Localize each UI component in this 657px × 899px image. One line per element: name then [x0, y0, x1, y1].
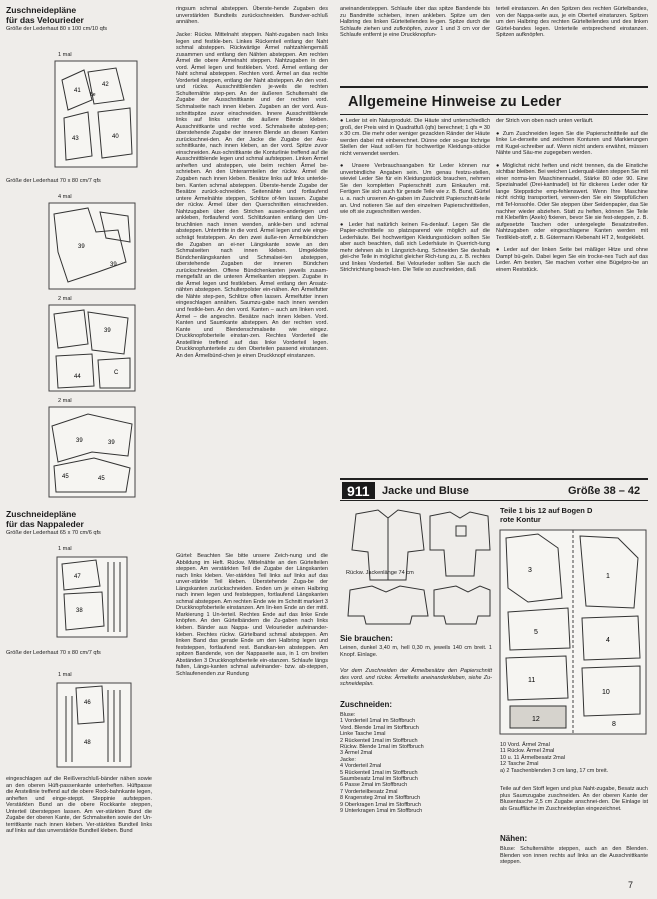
- needs-heading: Sie brauchen:: [340, 634, 393, 643]
- svg-text:48: 48: [84, 740, 91, 746]
- hints-top-rule: [340, 86, 648, 88]
- plan-4-label: 2 mal: [58, 398, 72, 404]
- hints-title: Allgemeine Hinweise zu Leder: [348, 94, 562, 110]
- svg-text:12: 12: [532, 716, 540, 723]
- hint-p1: ● Leder ist ein Naturprodukt. Die Häute sind unterschiedlich groß, der Preis wird in Quadratfuß (qfs) berechnet; 1 qfs = 30 x 30 cm. Die mehr oder weniger gezackten Ränder der Häute werden dabei mit einberechnet. Dünne oder so-gar löchrige Stellen der Haut soll-ten für hochwertige Kleidungs-stücke nicht verwendet werden.: [340, 118, 490, 157]
- plan-6-label: 1 mal: [58, 672, 72, 678]
- svg-text:39: 39: [78, 244, 85, 250]
- cutting-line: 10 u. 11 Ärmelbesatz 2mal: [500, 754, 566, 761]
- cutting-line: 5 Rückenteil 1mal im Stoffbruch: [340, 769, 418, 776]
- jacket-instructions: Jacke: Rückw. Mittelnaht steppen. Naht-zugaben nach links legen und festkle-ben. Linkes Rückenteil entlang der Naht schmal absteppen. Rückwärtige Ärmel nahtzahlengemäß zusammen und entlang den Nähten absteppen. Am rechten Ärmel die obere Ärmelnaht steppen. Nahtzugaben in den vord. Ärmel legen und festkleben. Vord. Ärmel entlang der Naht schmal absteppen. Rechten vord. Ärmel an das rechte Vorderteil steppen, entlang der Naht absteppen. An den vord. und rückw. Ausschnittblenden je-weils die rechten Schulternähte step-pen. An der äußeren Schulternaht die Zugabe der Ausschnittkante und der rechten vord. Schmalseite nach innen kleben. Zugaben an der vord. Aus-schnittspitze zuvor einschneiden. Innere Ausschnittblende links auf links unter die äußere Blende kleben. Ausschnittkante und rechte vord. Schmalseite abstep-pen; überstehende Zugabe der inneren Blende an diesen Kanten zurückschnei-den. An der Jacke die Zugabe der Aus-schnittkante, nach innen kleben, an der vord. Spitze zuvor einschneiden. Aus-schnittkante die Konturlinie treffend auf die Ausschnittblende legen und schmal aufsteppen. Linken Ärmel anheften und absteppen, wie beim rechten Ärmel be-schrieben. An den Unterarmteilen der rückw. Ärmel die Zugaben nach innen kleben. Besätze links auf links unterkle-ben. Kanten schmal absteppen. Überste-hende Zugabe der Besätze zurück-schneiden. Seitennähte und fortlaufend untere Ärmelnähte steppen, Schlitze of-fen lassen. Zugabe der rückw. Ärmel über den Querschnitten einschneiden. Nahtzugaben über den Strichen ausein-anderlegen und ankleben, fortlaufend vord. Schlitzkanten entlang den Um-bruchlinien nach innen wenden, ankle-ben und schmal absteppen. Untertritte in die vord. Ärmel legen und wie einge-schrägt feststeppen. An den zwei äuße-ren Ärmelbündchen die Zugaben an ei-ner Längskante sowie an den Schmalseiten nach innen kleben. Umgeklebte Bündchenlängskanten und Schmalsei-ten absteppen, überstehende Zugaben der inneren Bündchen zurückschneiden. Offene Bündchenkanten jeweils zusam-mengefaßt an die unteren Ärmelkanten steppen. Zugabe in die Ärmel legen und festkleben. Ärmel entlang den Ansatz-nähten absteppen. Schulterpolster ein-nähen. Am Ärmelfutter die Nähte step-pen, Schlitze offen lassen. Ärmelfutter innen eingeschlagen annähen. Saumzu-gabe nach innen wenden und festkle-ben. An den vord. Kanten – auch am linken vord. Ärmel – die angeschn. Besätze nach innen kleben. Vord. Kanten und Saumkante absteppen. An der rechten vord. Kante und Blendenschmalseite wie eingez. Druckknopfoberteile einstan-zen. Rechtes Vorderteil die Ansteillinie treffend auf das linke Vorderteil legen. Druckknopfunterteile zu den Oberteilen passend einstanzen. An den Ärmelbünd-chen je einen Druckknopf einstanzen.: [176, 32, 328, 359]
- cutting-note: Teile auf den Stoff legen und plus Naht-zugabe, Besatz auch plus Saumzugabe zuschneiden. An der oberen Kante der Blusentasche 2,5 cm Zugabe anschnei-den. Die Einlage ist als Grauffläche im Zuschneideplan eingezeichnet.: [500, 786, 648, 812]
- cutting-line: 10 Vord. Ärmel 2mal: [500, 742, 550, 748]
- nappa-plans-title: Zuschneidepläne für das Nappaleder: [6, 509, 84, 529]
- cutting-line: Rückw. Blende 1mal im Stoffbruch: [340, 744, 424, 751]
- svg-text:10: 10: [602, 689, 610, 696]
- svg-text:42: 42: [102, 82, 109, 88]
- svg-text:43: 43: [72, 136, 79, 142]
- cutting-plan-4: [48, 406, 136, 498]
- cutting-plan-2: [48, 202, 136, 290]
- svg-text:45: 45: [62, 474, 69, 480]
- cutting-line: 9 Unterkragen 1mal im Stoffbruch: [340, 808, 423, 815]
- svg-text:39: 39: [108, 440, 115, 446]
- cutting-line: 8 Kragensteg 2mal im Stoffbruch: [340, 795, 420, 802]
- svg-text:1: 1: [606, 573, 610, 580]
- cutting-line: Saumbesatz 1mal im Stoffbruch: [340, 776, 418, 783]
- left-bottom-text: eingeschlagen auf die Reißverschluß-bänder nähen sowie an den oberen Hüft-passenkante unterheften. Hüftpasse die Ansteilinie treffend auf die obere Rock-bahnkante legen, anheften und einge-steppt. Steppinie aufsteppen. Verstärkten Bund an die obere Rockkante steppen, Unterteil übersteppen lassen. Am ver-stärkten Bund die Zugabe der oberen Kante, der Schmalseiten sowie der Un-territtkante nach innen kleben. Ver-stärktes Bundteil links auf links auf das unverstärkte Bundteil kleben. Bund: [6, 776, 152, 835]
- cutting-line: Jacke:: [340, 756, 356, 763]
- svg-text:39: 39: [110, 262, 117, 268]
- model-bottom-rule: [340, 500, 648, 501]
- cutting-line: 6 Passe 2mal im Stoffbruch: [340, 782, 408, 789]
- model-number: 911: [342, 482, 375, 499]
- cutting-line: 9 Oberkragen 1mal im Stoffbruch: [340, 801, 421, 808]
- model-name: Jacke und Bluse: [382, 485, 469, 497]
- svg-text:11: 11: [528, 677, 536, 684]
- plan-3-label: 2 mal: [58, 296, 72, 302]
- svg-text:40: 40: [112, 134, 119, 140]
- hints-col-right: [496, 118, 648, 279]
- right-top-text: aneinandersteppen. Schlaufe über das spitze Bandende bis zu Bandmitte schieben, innen ankleben. Spitze um den Halbring des linken Gürteiteilendes le-gen. Spitze durch die Schlaufe ziehen und zufknöpfen, zuvor 1 und 3 cm vor der Schlaufe entfernt je eine Druckknopfun-: [340, 6, 490, 39]
- model-top-rule: [340, 478, 648, 480]
- model-size: Größe 38 – 42: [568, 485, 641, 497]
- velour-size-2: Größe der Lederhaut 70 x 80 cm/7 qfs: [6, 178, 101, 184]
- svg-text:3: 3: [528, 567, 532, 574]
- hint-p2: ● Unsere Verbrauchsangaben für Leder können nur unverbindliche Angaben sein. Um genau festzu-stellen, wieviel Leder Sie für ein Kleidungsstück brauchen, nehmen Sie den kompletten Papierschnitt zum Einkaufen mit. Fertigen Sie sich auch für gerade Teile wie z. B. Bund, Gürtel u. a. nach unseren An-gaben im Zuschnitt Papierschnitt-teile an. Und notieren Sie auf den einzelnen Papierschnittteilen, wie oft sie zugeschnitten werden.: [340, 163, 490, 216]
- svg-text:C: C: [114, 370, 119, 376]
- needs-note: Vor dem Zuschneiden der Ärmelbesätze den Papierschnitt des vord. und rückw. Ärmelteils aneinanderkleben, siehe Zu-schneideplan.: [340, 668, 492, 688]
- plan-2-label: 4 mal: [58, 194, 72, 200]
- cutting-line: 7 Vorderteilbesatz 2mal: [340, 788, 398, 795]
- cutting-line: Linke Tasche 1mal: [340, 731, 386, 738]
- svg-text:47: 47: [74, 574, 81, 580]
- cutting-line: 12 Tasche 2mal: [500, 761, 539, 768]
- back-length-note: Rückw. Jackenlänge 74 cm: [346, 570, 414, 576]
- hint-p4: der Strich von oben nach unten verläuft.: [496, 118, 594, 124]
- needs-text: Leinen, dunkel 3,40 m, hell 0,30 m, jeweils 140 cm breit. 1 Knopf. Einlage.: [340, 645, 492, 658]
- right-top-text-2: terteil einstanzen. An den Spitzen des rechten Gürtelbandes, von der Nappa-seite aus, je ein Oberteil einstanzen. Spitzen um den Halbring des rechten Gürtelteilendes und des linken Gürtel-bandes legen. Unterteile entsprechend einstanzen. Spitzen aufknöpfen.: [496, 6, 648, 39]
- hints-col-left: [340, 118, 490, 280]
- model-header: [342, 482, 375, 501]
- cutting-list-right: [500, 742, 648, 774]
- cutting-heading: Zuschneiden:: [340, 700, 393, 709]
- cutting-line: 3 Ärmel 2mal: [340, 750, 373, 757]
- nappa-size-2: Größe der Lederhaut 70 x 80 cm/7 qfs: [6, 650, 101, 656]
- hint-p5: ● Zum Zuschneiden legen Sie die Papierschnittteile auf die linke Le-derseite und zeichnen Konturen und Markierungen mit Kugel-schreiber auf. Wenn nicht anders erwähnt, müssen Nähte und Säu-me zugegeben werden.: [496, 130, 648, 157]
- cutting-line: Bluse:: [340, 712, 356, 718]
- cutting-line: 4 Vorderteil 2mal: [340, 763, 382, 770]
- cutting-plan-3: [48, 304, 136, 392]
- svg-text:39: 39: [104, 328, 111, 334]
- cutting-plan-6: [56, 682, 132, 768]
- plan-1-label: 1 mal: [58, 52, 72, 58]
- velour-plans-title: Zuschneidepläne für das Velourieder: [6, 5, 84, 25]
- sewing-text: Bluse: Schulternähte steppen, auch an den Blenden. Blenden von innen rechts auf links an die Ausschnittkante steppen.: [500, 846, 648, 866]
- cutting-plan-1: [54, 60, 138, 168]
- svg-text:46: 46: [84, 700, 91, 706]
- cutting-line: 1 Vorderteil 1mal im Stoffbruch: [340, 718, 416, 725]
- hint-p3: ● Leder hat natürlich keinen Fa-denlauf. Legen Sie die Papier-schnittteile so platzsparend wie möglich auf die Lederhäute. Bei hochwertigen Kleidungsstücken sollten Sie aber auch beachten, daß sich Lederhäute in Querrich-tung mehr dehnen als in Längsrich-tung. Schneiden Sie deshalb glei-che Teile in möglichst gleicher Rich-tung zu, z. B. rechtes und linkes Vorderteil. Bei Velourleder sollten Sie auch die Strichrichtung beach-ten. Die Teile so zuschneiden, daß: [340, 221, 490, 274]
- pattern-layout: [498, 528, 648, 736]
- svg-text:8: 8: [612, 721, 616, 728]
- cutting-line: Vord. Blende 1mal im Stoffbruch: [340, 724, 419, 731]
- svg-text:8e: 8e: [90, 92, 96, 98]
- svg-text:44: 44: [74, 374, 81, 380]
- nappa-size-1: Größe der Lederhaut 65 x 70 cm/6 qfs: [6, 530, 101, 536]
- svg-text:39: 39: [76, 438, 83, 444]
- sheet-info: Teile 1 bis 12 auf Bogen D rote Kontur: [500, 506, 593, 524]
- plan-5-label: 1 mal: [58, 546, 72, 552]
- svg-text:38: 38: [76, 608, 83, 614]
- svg-text:45: 45: [98, 476, 105, 482]
- hint-p7: ● Leder auf der linken Seite bei mäßiger Hitze und ohne Dampf bü-geln. Dabei legen Sie ein trocke-nes Tuch auf das Leder. Am besten, Sie machen vorher eine Bügelpro-be an einem Reststück.: [496, 247, 648, 273]
- svg-text:5: 5: [534, 629, 538, 636]
- cutting-line: a) 2 Taschenblenden 3 cm lang, 17 cm breit.: [500, 767, 609, 774]
- middle-top-text: ringsum schmal absteppen. Überste-hende Zugaben des unverstärkten Bundteils zurückschneiden. Bundver-schluß annähen.: [176, 6, 328, 26]
- cutting-line: 11 Rückw. Ärmel 2mal: [500, 748, 555, 755]
- sewing-heading: Nähen:: [500, 834, 528, 843]
- garment-sketches: [342, 506, 492, 626]
- cutting-line: 2 Rückenteil 1mal im Stoffbruch: [340, 737, 418, 744]
- cutting-plan-5: [56, 556, 128, 638]
- cutting-list: [340, 712, 492, 815]
- hint-p6: ● Möglichst nicht heften und nicht trennen, da die Einstiche sichtbar bleiben. Bei weichen Lederquali-täten steppen Sie mit einer norma-len Maschinennadel, Stärke 80 oder 90. Eine Spezialnadel (Drei-kantnadel) ist für dickeres Leder oder für lange Steppstiche emp-fehlenswert. Wenn Ihre Maschine nicht richtig transportiert, verwen-den Sie ein Steppfüßchen mit Tef-lonsohle. Oder Sie steppen über Seidenpapier, das Sie nachher wieder abziehen. Statt zu heften, können Sie Teile mit Klebefilm (Axelo) fixieren, bevor Sie sie fest-steppen, z. B. aufgesetzte Taschen oder untergelegte Besatzstreifen. Nahtzugaben oder eingeschlagene Kanten werden mit Textilkleb-stoff, z. B. Gütermann Klebenaht HT 2, festgeklebt.: [496, 162, 648, 241]
- svg-text:41: 41: [74, 88, 81, 94]
- belt-instructions: Gürtel: Beachten Sie bitte unsere Zeich-nung und die Abbildung im Heft. Rückw. Mittelnähte an den Gürtelteilen steppen. Am verstärkten Teil die Zugabe der Längskanten nach links kleben. Ver-stärktes Teil links auf links auf das unver-stärkte Teil kleben. Überstehende Zuga-be der Längskanten zurückschneiden. Enden um je einen Halbring nach innen legen und feststeppen, fortlaufend Längskanten schmal absteppen. Am rechten Ende wie im Schnitt markiert 3 Druckknopfoberteile einstanzen. Am lin-ken Ende an der mittl. Markierung 1 Un-terteil. Rechtes Ende auf das linke Ende knöpfen. An den Gürtelbändern die Zu-gaben nach links kleben. Bänder aus Nappa- und Velourieder aufeinander-kleben. Rechtes rückw. Gürtelband schmal absteppen. Am linken Band das gerade Ende um den Halbring legen und feststeppen, fortlaufend rest. Bandkan-ten absteppen. Am spitzen Bandende, von der Nappaseite aus, in 1 cm breiten Abständen 3 Druckknopfoberteile ein-stanzen. Schlaufe längs falten, Längs-kanten schmal aufeinander- bzw. ab-steppen, Schlaufenenden zur Rundung: [176, 553, 328, 677]
- hints-title-rule: [340, 114, 648, 115]
- svg-text:4: 4: [606, 637, 610, 644]
- velour-size-1: Größe der Lederhaut 80 x 100 cm/10 qfs: [6, 26, 108, 32]
- page-number: 7: [628, 880, 634, 890]
